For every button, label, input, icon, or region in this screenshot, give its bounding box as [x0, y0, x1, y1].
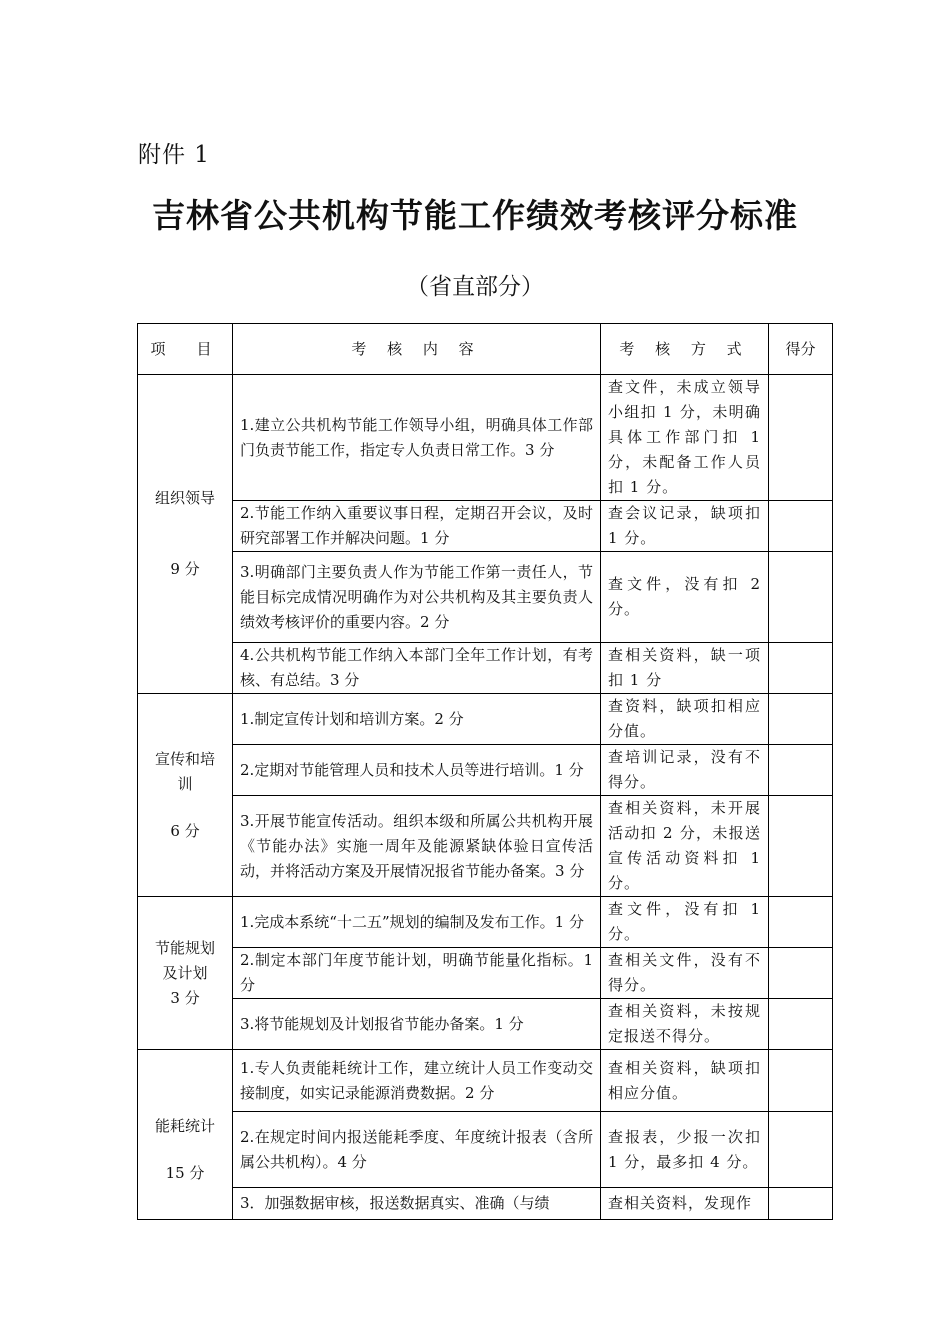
- content-cell: 3.明确部门主要负责人作为节能工作第一责任人，节能目标完成情况明确作为对公共机构及其主要负责人绩效考核评价的重要内容。2 分: [233, 552, 601, 643]
- table-row: [138, 1112, 833, 1188]
- content-cell: 2.节能工作纳入重要议事日程，定期召开会议，及时研究部署工作并解决问题。1 分: [233, 501, 601, 552]
- table-row: [138, 1050, 833, 1112]
- score-cell: [769, 948, 833, 999]
- score-cell: [769, 1050, 833, 1112]
- method-cell: 查相关资料，缺项扣相应分值。: [601, 1050, 769, 1112]
- header-method: 考 核 方 式: [601, 324, 769, 375]
- category-points: 9 分: [170, 560, 200, 578]
- header-score: 得分: [769, 324, 833, 375]
- document-title: 吉林省公共机构节能工作绩效考核评分标准: [152, 196, 798, 235]
- header-item: 项 目: [138, 324, 233, 375]
- method-cell: 查文件，未成立领导小组扣 1 分，未明确具体工作部门扣 1 分，未配备工作人员扣 1 分。: [601, 375, 769, 501]
- method-cell: 查资料，缺项扣相应分值。: [601, 694, 769, 745]
- table-header-row: [138, 324, 833, 375]
- score-cell: [769, 643, 833, 694]
- header-content: 考 核 内 容: [233, 324, 601, 375]
- method-cell: 查培训记录，没有不得分。: [601, 745, 769, 796]
- table-row: [138, 694, 833, 745]
- score-cell: [769, 375, 833, 501]
- table-row: [138, 552, 833, 643]
- category-name: 组织领导: [154, 489, 215, 507]
- content-cell: 3.开展节能宣传活动。组织本级和所属公共机构开展《节能办法》实施一周年及能源紧缺体验日宣传活动，并将活动方案及开展情况报省节能办备案。3 分: [233, 796, 601, 897]
- table-row: [138, 1188, 833, 1220]
- method-cell: 查文件，没有扣 2 分。: [601, 552, 769, 643]
- score-cell: [769, 897, 833, 948]
- table-row: [138, 897, 833, 948]
- score-cell: [769, 1188, 833, 1220]
- content-cell: 4.公共机构节能工作纳入本部门全年工作计划，有考核、有总结。3 分: [233, 643, 601, 694]
- attachment-label: 附件 1: [138, 142, 210, 168]
- table-row: [138, 643, 833, 694]
- table-row: [138, 501, 833, 552]
- category-name: 节能规划及计划: [154, 938, 215, 982]
- category-points: 6 分: [170, 821, 200, 840]
- table-row: [138, 375, 833, 501]
- score-cell: [769, 745, 833, 796]
- method-cell: 查文件，没有扣 1 分。: [601, 897, 769, 948]
- content-cell: 3.将节能规划及计划报省节能办备案。1 分: [233, 999, 601, 1050]
- score-cell: [769, 999, 833, 1050]
- content-cell: 1.制定宣传计划和培训方案。2 分: [233, 694, 601, 745]
- score-cell: [769, 694, 833, 745]
- table-row: [138, 999, 833, 1050]
- category-points: 3 分: [170, 988, 200, 1007]
- category-cell: [138, 375, 233, 694]
- table-row: [138, 796, 833, 897]
- score-cell: [769, 796, 833, 897]
- scoring-table: [137, 323, 833, 1220]
- table-row: [138, 948, 833, 999]
- content-cell: 2.定期对节能管理人员和技术人员等进行培训。1 分: [233, 745, 601, 796]
- score-cell: [769, 552, 833, 643]
- method-cell: 查相关文件，没有不得分。: [601, 948, 769, 999]
- score-cell: [769, 1112, 833, 1188]
- content-cell: 2.制定本部门年度节能计划，明确节能量化指标。1 分: [233, 948, 601, 999]
- content-cell: 1.完成本系统“十二五”规划的编制及发布工作。1 分: [233, 897, 601, 948]
- score-cell: [769, 501, 833, 552]
- method-cell: 查相关资料，发现作: [601, 1188, 769, 1220]
- method-cell: 查相关资料，缺一项扣 1 分: [601, 643, 769, 694]
- content-cell: 2.在规定时间内报送能耗季度、年度统计报表（含所属公共机构）。4 分: [233, 1112, 601, 1188]
- method-cell: 查相关资料，未开展活动扣 2 分，未报送宣传活动资料扣 1 分。: [601, 796, 769, 897]
- category-name: 能耗统计: [154, 1116, 215, 1135]
- content-cell: 3．加强数据审核，报送数据真实、准确（与绩: [233, 1188, 601, 1220]
- category-name: 宣传和培训: [155, 749, 216, 793]
- content-cell: 1.建立公共机构节能工作领导小组，明确具体工作部门负责节能工作，指定专人负责日常工作。3 分: [233, 375, 601, 501]
- category-cell: [138, 897, 233, 1050]
- method-cell: 查报表，少报一次扣 1 分，最多扣 4 分。: [601, 1112, 769, 1188]
- category-cell: [138, 694, 233, 897]
- category-points: 15 分: [165, 1163, 205, 1182]
- content-cell: 1.专人负责能耗统计工作，建立统计人员工作变动交接制度，如实记录能源消费数据。2 分: [233, 1050, 601, 1112]
- table-row: [138, 745, 833, 796]
- category-cell: [138, 1050, 233, 1220]
- method-cell: 查会议记录，缺项扣 1 分。: [601, 501, 769, 552]
- document-subtitle: （省直部分）: [406, 274, 544, 300]
- method-cell: 查相关资料，未按规定报送不得分。: [601, 999, 769, 1050]
